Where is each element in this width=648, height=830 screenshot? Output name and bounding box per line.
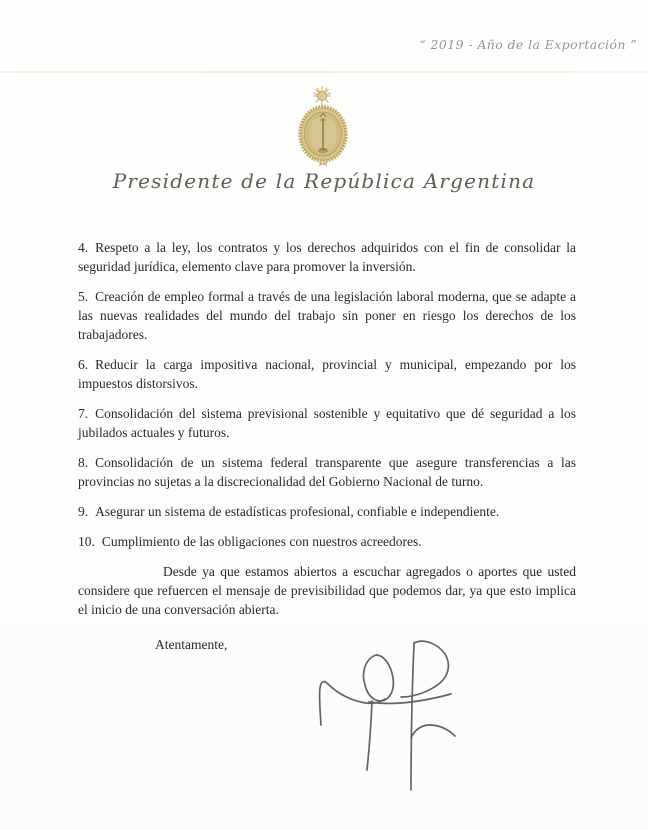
year-motto: “ 2019 - Año de la Exportación ” bbox=[419, 37, 637, 52]
item-number: 10. bbox=[78, 534, 95, 549]
list-item-8 bbox=[78, 453, 576, 491]
item-text: Reducir la carga impositiva nacional, provincial y municipal, empezando por los impuestos distorsivos. bbox=[78, 357, 576, 391]
item-number: 9. bbox=[78, 504, 89, 519]
signoff-text: Atentamente, bbox=[155, 637, 228, 652]
list-item-6 bbox=[78, 355, 576, 393]
list-item-5 bbox=[78, 287, 576, 344]
list-item-9 bbox=[78, 502, 576, 521]
letter-body bbox=[78, 238, 576, 665]
item-number: 7. bbox=[78, 406, 89, 421]
item-text: Asegurar un sistema de estadísticas profesional, confiable e independiente. bbox=[95, 504, 500, 519]
list-item-4 bbox=[78, 238, 576, 276]
item-text: Consolidación del sistema previsional sostenible y equitativo que dé seguridad a los jubilados actuales y futuros. bbox=[78, 406, 576, 440]
letterhead-title: Presidente de la República Argentina bbox=[112, 169, 536, 193]
list-item-7 bbox=[78, 404, 576, 442]
handwritten-signature-image bbox=[299, 637, 481, 809]
item-text: Creación de empleo formal a través de una legislación laboral moderna, que se adapte a las nuevas realidades del mundo del trabajo sin poner en riesgo los derechos de los trabajadores. bbox=[78, 289, 576, 342]
item-text: Respeto a la ley, los contratos y los derechos adquiridos con el fin de consolidar la seguridad jurídica, elemento clave para promover la inversión. bbox=[78, 240, 576, 274]
item-number: 6. bbox=[78, 357, 89, 372]
scan-artifact-line bbox=[0, 71, 648, 73]
item-number: 4. bbox=[78, 240, 89, 255]
argentina-coat-of-arms-icon bbox=[295, 84, 355, 170]
item-number: 5. bbox=[78, 289, 89, 304]
item-text: Cumplimiento de las obligaciones con nuestros acreedores. bbox=[101, 534, 422, 549]
item-text: Consolidación de un sistema federal transparente que asegure transferencias a las provincias no sujetas a la discrecionalidad del Gobierno Nacional de turno. bbox=[78, 455, 576, 489]
item-number: 8. bbox=[78, 455, 89, 470]
closing-paragraph: Desde ya que estamos abiertos a escuchar agregados o aportes que usted considere que refuercen el mensaje de previsibilidad que podemos dar, ya que esto implica el inicio de una conversación abierta. bbox=[78, 564, 576, 617]
list-item-10 bbox=[78, 532, 576, 551]
